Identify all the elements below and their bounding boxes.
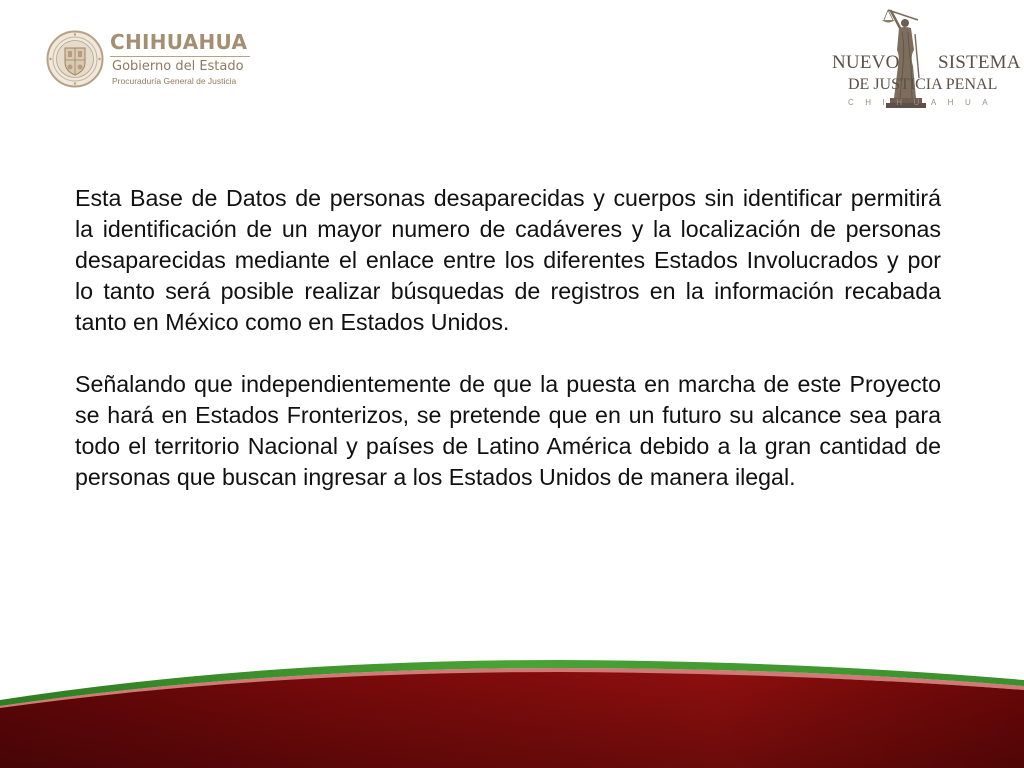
procuraduria-label: Procuraduría General de Justicia [112,76,237,86]
gobierno-del-estado-label: Gobierno del Estado [112,59,244,74]
chihuahua-wordmark: CHIHUAHUA [110,30,248,54]
nuevo-sistema-justicia-logo [826,2,1021,114]
paragraph-2: Señalando que independientemente de que la puesta en marcha de este Proyecto se hará en Estados Fronterizos, se pretende que en un futuro su alcance sea para todo el territorio Nacional y países de Latino América debido a la gran cantidad de personas que buscan ingresar a los Estados Unidos de manera ilegal. [75,371,941,490]
nuevo-wordmark: NUEVO [832,52,900,73]
logo-divider [110,56,250,57]
justicia-penal-wordmark: DE JUSTICIA PENAL [848,76,998,93]
chihuahua-government-logo [46,28,266,92]
chihuahua-spaced-label: CHIHUAHUA [848,98,1000,107]
body-text [75,183,941,493]
chihuahua-seal-icon [46,30,104,88]
sistema-wordmark: SISTEMA [938,52,1021,73]
paragraph-1: Esta Base de Datos de personas desaparecidas y cuerpos sin identificar permitirá la identificación de un mayor numero de cadáveres y la localización de personas desaparecidas mediante el enlace entre los diferentes Estados Involucrados y por lo tanto será posible realizar búsquedas de registros en la información recabada tanto en México como en Estados Unidos. [75,185,941,335]
